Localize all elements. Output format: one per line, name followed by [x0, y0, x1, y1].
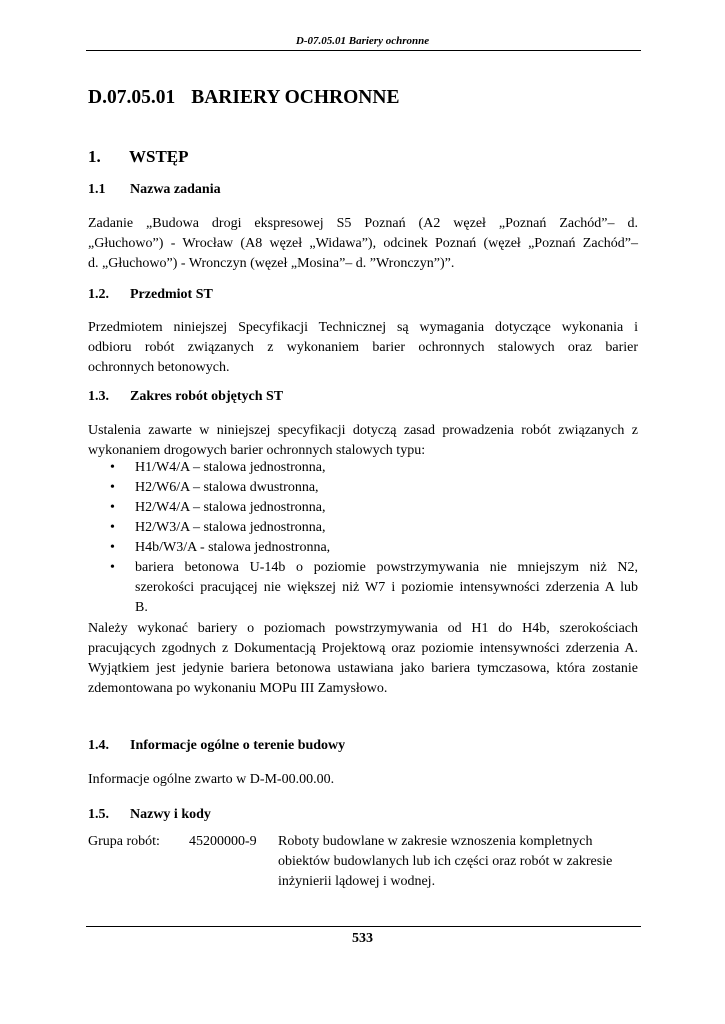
document-title-text: BARIERY OCHRONNE — [191, 87, 400, 108]
page-number: 533 — [352, 931, 373, 946]
work-group-description: Roboty budowlane w zakresie wznoszenia kompletnych obiektów budowlanych lub ich części oraz robót w zakresie inżynierii lądowej i wodnej. — [278, 834, 613, 889]
list-item: • H2/W3/A – stalowa jednostronna, — [110, 520, 326, 535]
barrier-type-list — [88, 458, 638, 618]
list-item: • H2/W4/A – stalowa jednostronna, — [110, 500, 326, 515]
document-code: D.07.05.01 — [88, 87, 176, 108]
list-item: • H1/W4/A – stalowa jednostronna, — [110, 460, 326, 475]
section-heading-1: 1. WSTĘP — [88, 147, 189, 166]
document-title — [88, 87, 399, 109]
heading-1-4: 1.4. Informacje ogólne o terenie budowy — [88, 738, 346, 753]
paragraph-site-info: Informacje ogólne zwarto w D-M-00.00.00. — [88, 772, 335, 787]
list-item: • H2/W6/A – stalowa dwustronna, — [110, 480, 319, 495]
paragraph-scope-intro: Ustalenia zawarte w niniejszej specyfikacji dotyczą zasad prowadzenia robót związanych z wykonaniem drogowych barier ochronnych stalowych typu: — [88, 423, 638, 458]
list-item: • H4b/W3/A - stalowa jednostronna, — [110, 540, 331, 555]
work-group-label: Grupa robót: — [88, 834, 160, 849]
heading-1-5: 1.5. Nazwy i kody — [88, 807, 211, 822]
heading-1-2: 1.2. Przedmiot ST — [88, 287, 213, 302]
running-header: D-07.05.01 Bariery ochronne — [295, 35, 430, 47]
heading-1-3: 1.3. Zakres robót objętych ST — [88, 389, 284, 404]
heading-1-1: 1.1 Nazwa zadania — [88, 182, 221, 197]
list-item: • bariera betonowa U-14b o poziomie powstrzymywania nie mniejszym niż N2, szerokości pracującej nie większej niż W7 i poziomie intensywności zderzenia A lub B. — [110, 560, 638, 615]
paragraph-task-name: Zadanie „Budowa drogi ekspresowej S5 Poznań (A2 węzeł „Poznań Zachód”– d. „Głuchowo”) - Wrocław (A8 węzeł „Widawa”), odcinek Poznań (węzeł „Poznań Zachód”– d. „Głuchowo”) - Wronczyn (węzeł „Mosina”– d. ”Wronczyn”)”. — [88, 216, 638, 271]
footer-rule — [86, 926, 641, 927]
work-group-code: 45200000-9 — [189, 834, 257, 849]
header-rule — [86, 50, 641, 51]
paragraph-subject: Przedmiotem niniejszej Specyfikacji Technicznej są wymagania dotyczące wykonania i odbioru robót związanych z wykonaniem barier ochronnych stalowych oraz barier ochronnych betonowych. — [88, 320, 638, 375]
paragraph-scope-details: Należy wykonać bariery o poziomach powstrzymywania od H1 do H4b, szerokościach pracujących zgodnych z Dokumentacją Projektową oraz poziomie intensywności zderzenia A. Wyjątkiem jest jedynie bariera betonowa ustawiana jako bariera tymczasowa, która zostanie zdemontowana po wykonaniu MOPu III Zamysłowo. — [88, 621, 638, 696]
